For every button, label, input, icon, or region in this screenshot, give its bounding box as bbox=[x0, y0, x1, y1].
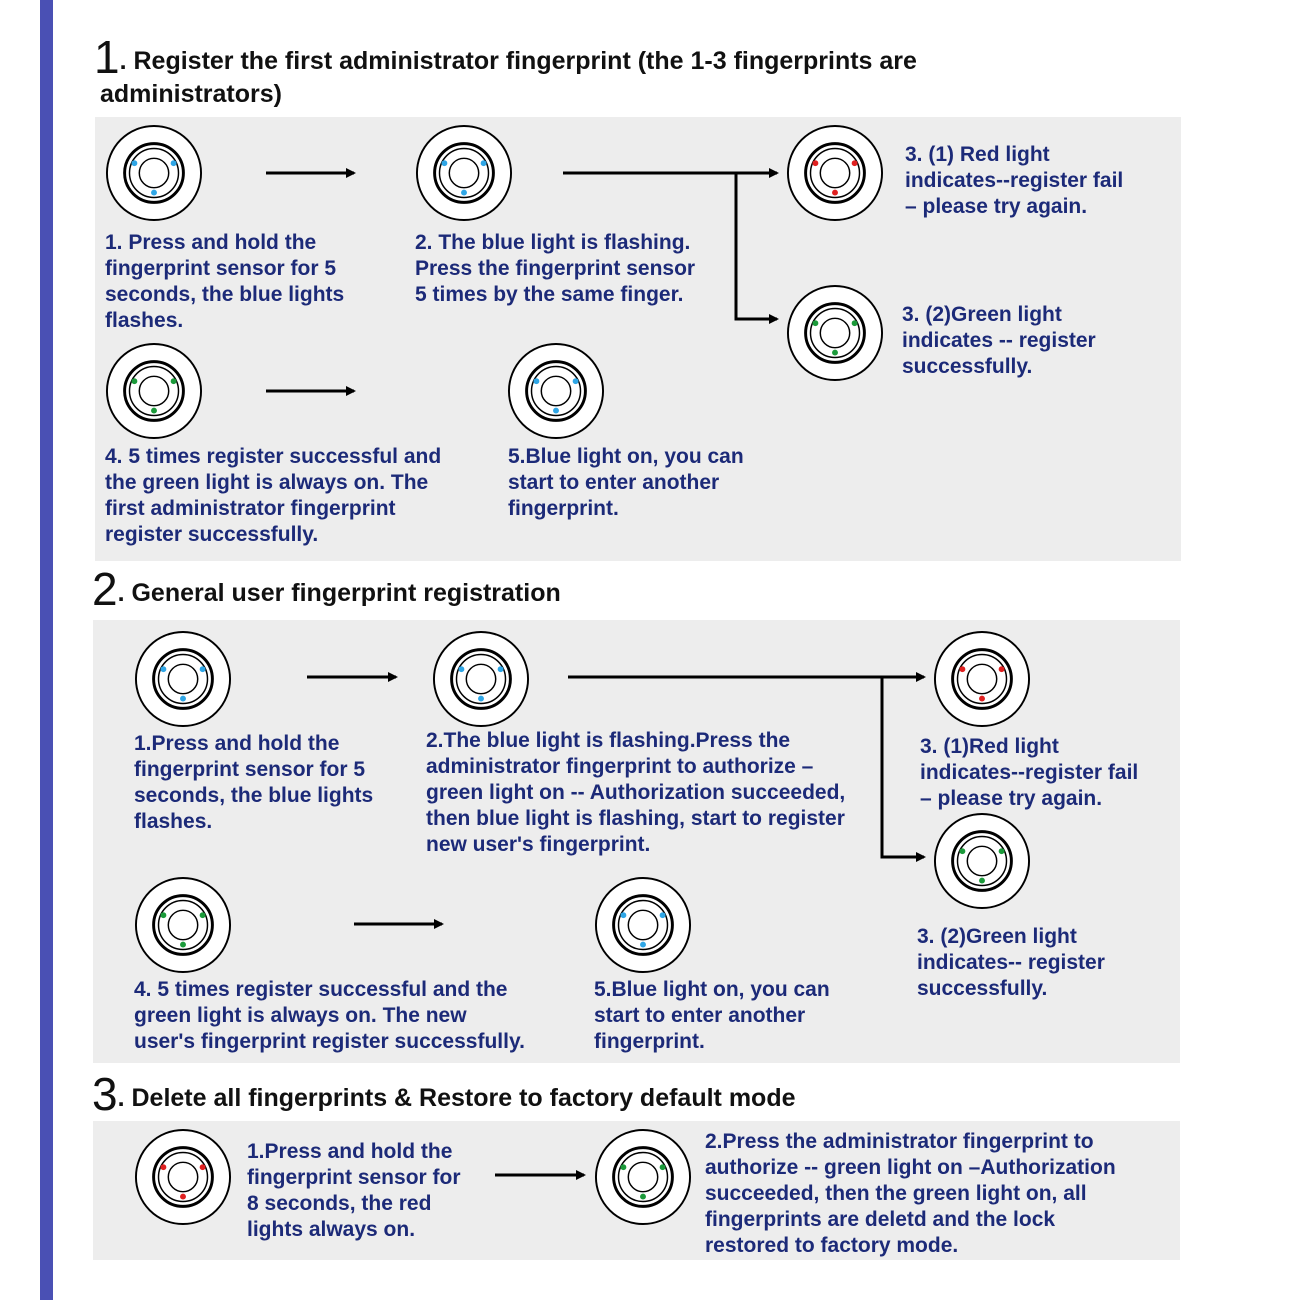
green-light-dot bbox=[959, 848, 965, 854]
green-light-dot bbox=[200, 912, 206, 918]
blue-light-dot bbox=[478, 696, 484, 702]
green-light-dot bbox=[620, 1164, 626, 1170]
red-light-dot bbox=[852, 160, 858, 166]
section-2-heading: 2. General user fingerprint registration bbox=[92, 563, 561, 615]
fingerprint-sensor-icon bbox=[933, 630, 1031, 728]
red-light-dot bbox=[812, 160, 818, 166]
blue-light-dot bbox=[180, 696, 186, 702]
blue-light-dot bbox=[498, 666, 504, 672]
red-light-dot bbox=[180, 1194, 186, 1200]
blue-light-dot bbox=[533, 378, 539, 384]
red-light-dot bbox=[832, 190, 838, 196]
green-light-dot bbox=[180, 942, 186, 948]
section-1-heading-line2: administrators) bbox=[100, 80, 282, 108]
blue-light-dot bbox=[441, 160, 447, 166]
red-light-dot bbox=[200, 1164, 206, 1170]
green-light-dot bbox=[832, 350, 838, 356]
fingerprint-sensor-icon bbox=[105, 124, 203, 222]
blue-light-dot bbox=[640, 942, 646, 948]
fingerprint-sensor-icon bbox=[415, 124, 513, 222]
blue-light-dot bbox=[481, 160, 487, 166]
s2-step-3a-text: 3. (1)Red light indicates--register fail – please try again. bbox=[920, 735, 1139, 810]
green-light-dot bbox=[812, 320, 818, 326]
green-light-dot bbox=[160, 912, 166, 918]
fingerprint-sensor-icon bbox=[134, 630, 232, 728]
blue-light-dot bbox=[171, 160, 177, 166]
s1-step-2-text: 2. The blue light is flashing. Press the fingerprint sensor 5 times by the same finger. bbox=[415, 231, 696, 306]
s3-step-1-text: 1.Press and hold the fingerprint sensor for 8 seconds, the red lights always on. bbox=[247, 1140, 461, 1241]
red-light-dot bbox=[959, 666, 965, 672]
fingerprint-sensor-icon bbox=[507, 342, 605, 440]
fingerprint-sensor-icon bbox=[134, 876, 232, 974]
blue-light-dot bbox=[458, 666, 464, 672]
fingerprint-sensor-icon bbox=[432, 630, 530, 728]
s2-step-2-text: 2.The blue light is flashing.Press the administrator fingerprint to authorize – green light on -- Authorization succeeded, then blue light is flashing, start to register new user's fingerprint. bbox=[426, 729, 846, 856]
blue-light-dot bbox=[573, 378, 579, 384]
accent-bar bbox=[40, 0, 53, 1300]
fingerprint-sensor-icon bbox=[134, 1128, 232, 1226]
s2-step-1-text: 1.Press and hold the fingerprint sensor for 5 seconds, the blue lights flashes. bbox=[134, 732, 374, 833]
green-light-dot bbox=[131, 378, 137, 384]
fingerprint-sensor-icon bbox=[105, 342, 203, 440]
green-light-dot bbox=[979, 878, 985, 884]
blue-light-dot bbox=[151, 190, 157, 196]
fingerprint-sensor-icon bbox=[594, 876, 692, 974]
red-light-dot bbox=[160, 1164, 166, 1170]
blue-light-dot bbox=[620, 912, 626, 918]
green-light-dot bbox=[151, 408, 157, 414]
blue-light-dot bbox=[461, 190, 467, 196]
section-3-heading: 3. Delete all fingerprints & Restore to factory default mode bbox=[92, 1068, 796, 1120]
green-light-dot bbox=[640, 1194, 646, 1200]
blue-light-dot bbox=[131, 160, 137, 166]
green-light-dot bbox=[999, 848, 1005, 854]
red-light-dot bbox=[979, 696, 985, 702]
s1-step-3b-text: 3. (2)Green light indicates -- register successfully. bbox=[902, 303, 1096, 378]
blue-light-dot bbox=[553, 408, 559, 414]
green-light-dot bbox=[852, 320, 858, 326]
fingerprint-sensor-icon bbox=[594, 1128, 692, 1226]
s2-step-3b-text: 3. (2)Green light indicates-- register successfully. bbox=[917, 925, 1105, 1000]
s1-step-3a-text: 3. (1) Red light indicates--register fail – please try again. bbox=[905, 143, 1124, 218]
s2-step-5-text: 5.Blue light on, you can start to enter another fingerprint. bbox=[594, 978, 830, 1053]
s1-step-5-text: 5.Blue light on, you can start to enter another fingerprint. bbox=[508, 445, 744, 520]
blue-light-dot bbox=[660, 912, 666, 918]
fingerprint-sensor-icon bbox=[933, 812, 1031, 910]
blue-light-dot bbox=[200, 666, 206, 672]
s3-step-2-text: 2.Press the administrator fingerprint to authorize -- green light on –Authorization succeeded, then the green light on, all fingerprints are deletd and the lock restored to factory mode. bbox=[705, 1130, 1116, 1257]
green-light-dot bbox=[660, 1164, 666, 1170]
green-light-dot bbox=[171, 378, 177, 384]
s1-step-4-text: 4. 5 times register successful and the green light is always on. The first administrator fingerprint register successfully. bbox=[105, 445, 442, 546]
s2-step-4-text: 4. 5 times register successful and the green light is always on. The new user's fingerprint register successfully. bbox=[134, 978, 525, 1053]
blue-light-dot bbox=[160, 666, 166, 672]
s1-step-1-text: 1. Press and hold the fingerprint sensor for 5 seconds, the blue lights flashes. bbox=[105, 231, 345, 332]
red-light-dot bbox=[999, 666, 1005, 672]
fingerprint-sensor-icon bbox=[786, 284, 884, 382]
fingerprint-sensor-icon bbox=[786, 124, 884, 222]
section-1-heading: 1. Register the first administrator fingerprint (the 1-3 fingerprints are bbox=[94, 31, 917, 83]
